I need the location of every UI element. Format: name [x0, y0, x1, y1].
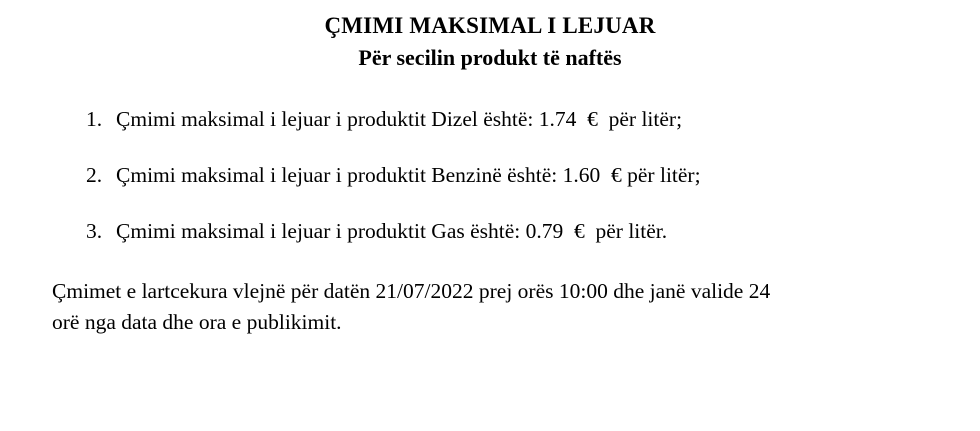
list-item-number: 2. [86, 163, 103, 188]
validity-note-line-2: orë nga data dhe ora e publikimit. [52, 310, 342, 335]
list-item-text: Çmimi maksimal i lejuar i produktit Gas është: 0.79 € për litër. [116, 219, 668, 244]
validity-note-line-1: Çmimet e lartcekura vlejnë për datën 21/07/2022 prej orës 10:00 dhe janë valide 24 [52, 279, 771, 304]
validity-note [0, 276, 980, 338]
list-item-text: Çmimi maksimal i lejuar i produktit Benzinë është: 1.60 € për litër; [116, 163, 701, 188]
title-secondary: Për secilin produkt të naftës [358, 44, 622, 70]
document-title [0, 12, 980, 72]
list-item [0, 218, 980, 246]
title-primary: ÇMIMI MAKSIMAL I LEJUAR [324, 13, 656, 38]
list-item-number: 1. [86, 107, 103, 132]
list-item-text: Çmimi maksimal i lejuar i produktit Dizel është: 1.74 € për litër; [116, 107, 683, 132]
list-item [0, 162, 980, 190]
price-list [0, 106, 980, 246]
document-page [0, 12, 980, 431]
list-item [0, 106, 980, 134]
list-item-number: 3. [86, 219, 103, 244]
